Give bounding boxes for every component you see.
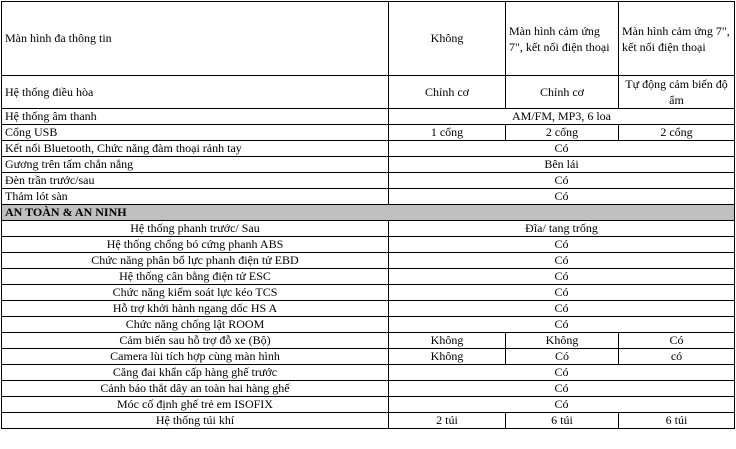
cell-merged: Có <box>389 269 735 285</box>
row-label: Chức năng kiểm soát lực kéo TCS <box>2 285 389 301</box>
cell-col2: 6 túi <box>506 413 619 429</box>
table-row-audio <box>2 109 735 125</box>
cell-col2: Màn hình cảm ứng 7", kết nối điện thoại <box>506 2 619 76</box>
table-row-visor-mirror <box>2 157 735 173</box>
cell-col1: 1 cổng <box>389 125 506 141</box>
cell-col3: 2 cổng <box>619 125 735 141</box>
table-row-bluetooth <box>2 141 735 157</box>
section-header-row <box>2 205 735 221</box>
table-row-brakes <box>2 221 735 237</box>
table-row-tcs <box>2 285 735 301</box>
cell-merged: Có <box>389 301 735 317</box>
row-label: Hệ thống túi khí <box>2 413 389 429</box>
section-title: AN TOÀN & AN NINH <box>2 205 735 221</box>
row-label: Gương trên tấm chắn nắng <box>2 157 389 173</box>
table-row-isofix <box>2 397 735 413</box>
cell-col2: Có <box>506 349 619 365</box>
table-row-hsa <box>2 301 735 317</box>
cell-merged: Có <box>389 397 735 413</box>
cell-merged: Có <box>389 285 735 301</box>
row-label: Chức năng phân bổ lực phanh điện tử EBD <box>2 253 389 269</box>
cell-merged: Có <box>389 365 735 381</box>
cell-col1: Không <box>389 349 506 365</box>
row-label: Kết nối Bluetooth, Chức năng đàm thoại rảnh tay <box>2 141 389 157</box>
cell-merged: Có <box>389 317 735 333</box>
table-row-display <box>2 2 735 76</box>
row-label: Hệ thống cân bằng điện tử ESC <box>2 269 389 285</box>
row-label: Camera lùi tích hợp cùng màn hình <box>2 349 389 365</box>
table-row-usb <box>2 125 735 141</box>
table-row-airbags <box>2 413 735 429</box>
table-row-abs <box>2 237 735 253</box>
table-row-esc <box>2 269 735 285</box>
cell-col1: 2 túi <box>389 413 506 429</box>
table-row-room <box>2 317 735 333</box>
cell-col2: Chỉnh cơ <box>506 76 619 109</box>
table-row-parking-sensor <box>2 333 735 349</box>
row-label: Hệ thống phanh trước/ Sau <box>2 221 389 237</box>
row-label: Đèn trần trước/sau <box>2 173 389 189</box>
row-label: Chức năng chống lật ROOM <box>2 317 389 333</box>
table-row-rear-camera <box>2 349 735 365</box>
cell-col1: Chỉnh cơ <box>389 76 506 109</box>
row-label: Cổng USB <box>2 125 389 141</box>
cell-merged: Có <box>389 381 735 397</box>
cell-col1: Không <box>389 333 506 349</box>
cell-col3: có <box>619 349 735 365</box>
cell-col3: Có <box>619 333 735 349</box>
row-label: Hệ thống âm thanh <box>2 109 389 125</box>
cell-col2: Không <box>506 333 619 349</box>
table-row-pretensioner <box>2 365 735 381</box>
cell-merged: AM/FM, MP3, 6 loa <box>389 109 735 125</box>
row-label: Thảm lót sàn <box>2 189 389 205</box>
table-row-aircon <box>2 76 735 109</box>
table-row-seatbelt-warning <box>2 381 735 397</box>
cell-merged: Bên lái <box>389 157 735 173</box>
cell-merged: Đĩa/ tang trống <box>389 221 735 237</box>
row-label: Màn hình đa thông tin <box>2 2 389 76</box>
cell-col3: Màn hình cảm ứng 7", kết nối điện thoại <box>619 2 735 76</box>
spec-table <box>1 1 735 429</box>
table-row-floor-mat <box>2 189 735 205</box>
cell-merged: Có <box>389 189 735 205</box>
row-label: Hỗ trợ khởi hành ngang dốc HS A <box>2 301 389 317</box>
cell-col1: Không <box>389 2 506 76</box>
row-label: Móc cố định ghế trẻ em ISOFIX <box>2 397 389 413</box>
row-label: Căng đai khẩn cấp hàng ghế trước <box>2 365 389 381</box>
row-label: Hệ thống điều hòa <box>2 76 389 109</box>
row-label: Cảm biến sau hỗ trợ đỗ xe (Bộ) <box>2 333 389 349</box>
cell-merged: Có <box>389 253 735 269</box>
cell-merged: Có <box>389 237 735 253</box>
row-label: Cảnh báo thắt dây an toàn hai hàng ghế <box>2 381 389 397</box>
cell-merged: Có <box>389 141 735 157</box>
cell-col3: Tự động cảm biến độ ẩm <box>619 76 735 109</box>
cell-col3: 6 túi <box>619 413 735 429</box>
table-row-ebd <box>2 253 735 269</box>
table-row-cabin-light <box>2 173 735 189</box>
cell-col2: 2 cổng <box>506 125 619 141</box>
row-label: Hệ thống chống bó cứng phanh ABS <box>2 237 389 253</box>
cell-merged: Có <box>389 173 735 189</box>
